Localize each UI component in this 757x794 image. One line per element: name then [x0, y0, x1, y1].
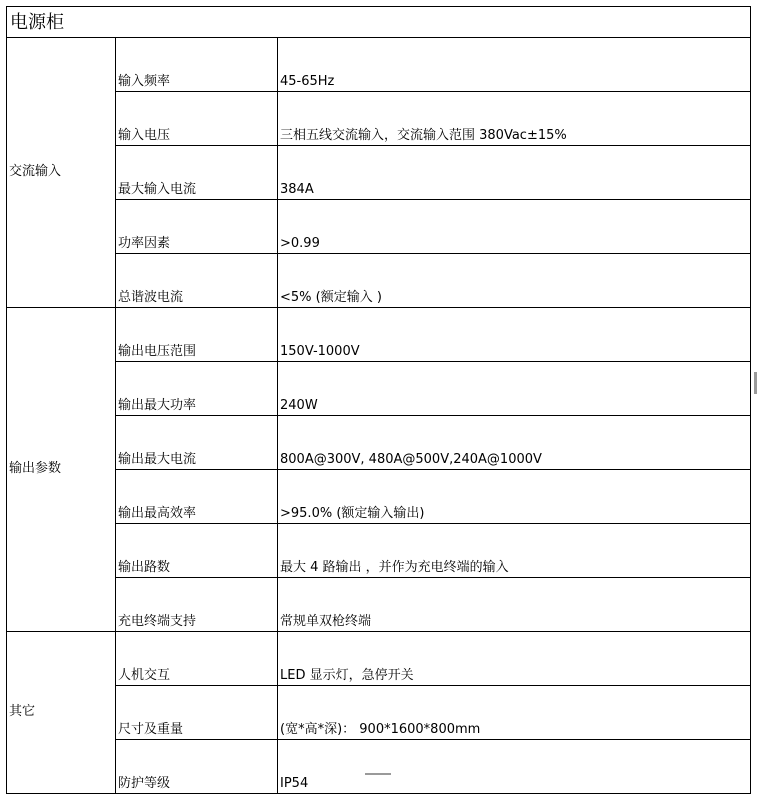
table-row [7, 146, 751, 200]
row-label: 总谐波电流 [116, 254, 278, 308]
row-value: IP54 [278, 740, 751, 794]
table-row [7, 254, 751, 308]
row-value: 150V-1000V [278, 308, 751, 362]
group-label-ac-input: 交流输入 [7, 38, 116, 308]
table-row [7, 92, 751, 146]
row-value: 三相五线交流输入，交流输入范围 380Vac±15% [278, 92, 751, 146]
table-row [7, 200, 751, 254]
row-label: 输出最高效率 [116, 470, 278, 524]
row-label: 输出最大电流 [116, 416, 278, 470]
row-label: 输入频率 [116, 38, 278, 92]
title-row [7, 7, 751, 38]
row-label: 输出路数 [116, 524, 278, 578]
table-row [7, 686, 751, 740]
table-row [7, 470, 751, 524]
row-label: 充电终端支持 [116, 578, 278, 632]
table-row [7, 524, 751, 578]
row-label: 尺寸及重量 [116, 686, 278, 740]
row-value: 800A@300V, 480A@500V,240A@1000V [278, 416, 751, 470]
group-label-other: 其它 [7, 632, 116, 794]
row-value: LED 显示灯，急停开关 [278, 632, 751, 686]
bottom-divider-mark [365, 773, 391, 775]
group-label-output-params: 输出参数 [7, 308, 116, 632]
row-value: <5% (额定输入 ) [278, 254, 751, 308]
row-value: (宽*高*深)： 900*1600*800mm [278, 686, 751, 740]
row-label: 输出电压范围 [116, 308, 278, 362]
table-row [7, 38, 751, 92]
row-value: 最大 4 路输出 ，并作为充电终端的输入 [278, 524, 751, 578]
table-row [7, 362, 751, 416]
row-value: 240W [278, 362, 751, 416]
table-title: 电源柜 [7, 7, 751, 38]
row-label: 人机交互 [116, 632, 278, 686]
row-value: >0.99 [278, 200, 751, 254]
table-row [7, 416, 751, 470]
row-label: 最大输入电流 [116, 146, 278, 200]
table-row [7, 578, 751, 632]
table-row [7, 632, 751, 686]
row-label: 输出最大功率 [116, 362, 278, 416]
row-label: 输入电压 [116, 92, 278, 146]
row-label: 功率因素 [116, 200, 278, 254]
row-value: >95.0% (额定输入输出) [278, 470, 751, 524]
row-value: 45-65Hz [278, 38, 751, 92]
row-label: 防护等级 [116, 740, 278, 794]
spec-table [6, 6, 751, 794]
row-value: 384A [278, 146, 751, 200]
row-value: 常规单双枪终端 [278, 578, 751, 632]
table-row [7, 740, 751, 794]
table-row [7, 308, 751, 362]
